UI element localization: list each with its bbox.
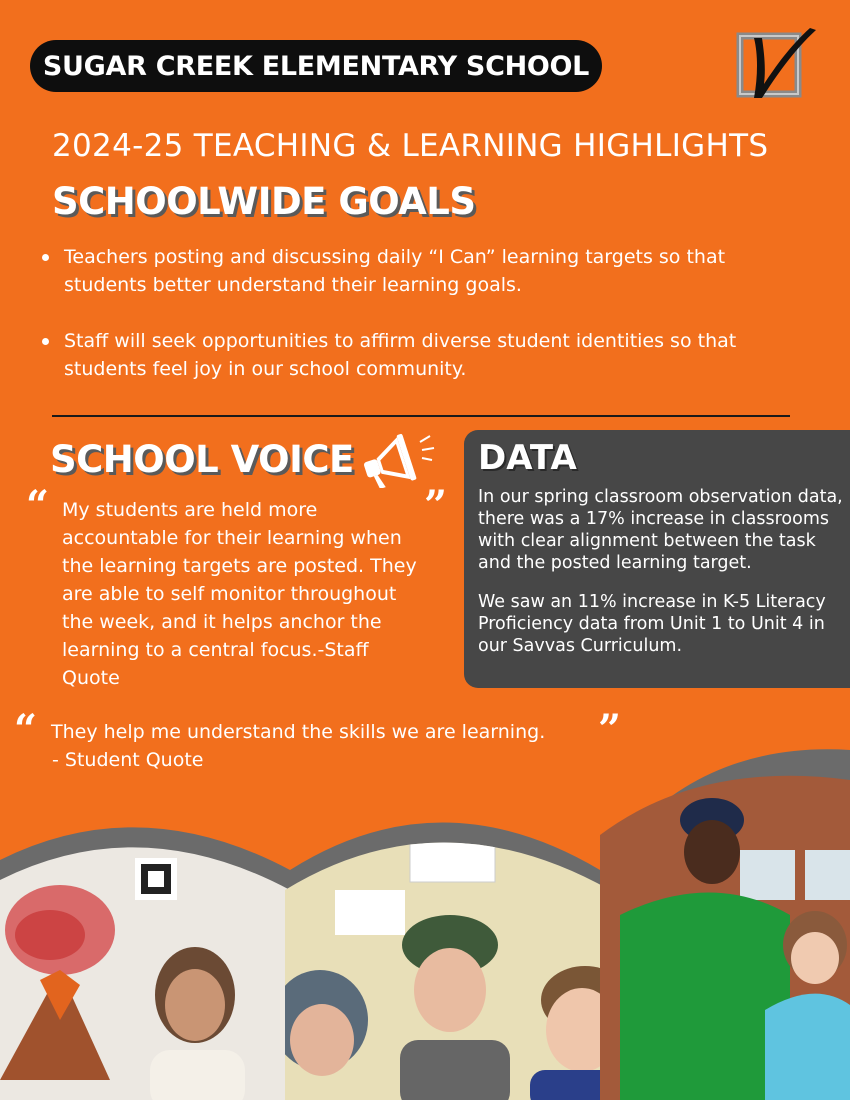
goals-list [42, 243, 812, 411]
data-title: DATA [478, 438, 577, 478]
staff-quote: My students are held more accountable for their learning when the learning targets are posted. They are able to self monitor throughout the week, and it helps anchor the learning to a central focus.-Staff Quote [62, 499, 417, 689]
page-headline: 2024-25 TEACHING & LEARNING HIGHLIGHTS [52, 128, 769, 164]
student-quote-attribution: - Student Quote [52, 749, 204, 771]
schoolwide-goals-title: SCHOOLWIDE GOALS [52, 180, 476, 223]
school-name-banner: SUGAR CREEK ELEMENTARY SCHOOL [30, 40, 602, 92]
photo-volcano-art [0, 840, 295, 1100]
photo-teacher-students [600, 770, 850, 1100]
close-quote-icon: ” [424, 482, 448, 529]
goal-item: Teachers posting and discussing daily “I Can” learning targets so that students better understand their learning goals. [42, 243, 812, 299]
v-logo-icon [732, 24, 822, 104]
data-paragraph: In our spring classroom observation data, there was a 17% increase in classrooms with clear alignment between the task and the posted learning target. [478, 487, 843, 573]
data-panel [464, 430, 850, 688]
school-voice-title: SCHOOL VOICE [50, 438, 354, 481]
data-paragraph: We saw an 11% increase in K-5 Literacy Proficiency data from Unit 1 to Unit 4 in our Savvas Curriculum. [478, 592, 826, 656]
goal-item: Staff will seek opportunities to affirm diverse student identities so that students feel joy in our school community. [42, 327, 812, 383]
megaphone-icon [358, 428, 438, 488]
student-photo-collage [0, 740, 850, 1100]
student-quote-text: They help me understand the skills we are learning. [51, 721, 546, 743]
close-quote-icon: ” [598, 706, 622, 753]
section-divider [52, 415, 790, 417]
open-quote-icon: “ [26, 482, 50, 529]
open-quote-icon: “ [14, 706, 38, 753]
